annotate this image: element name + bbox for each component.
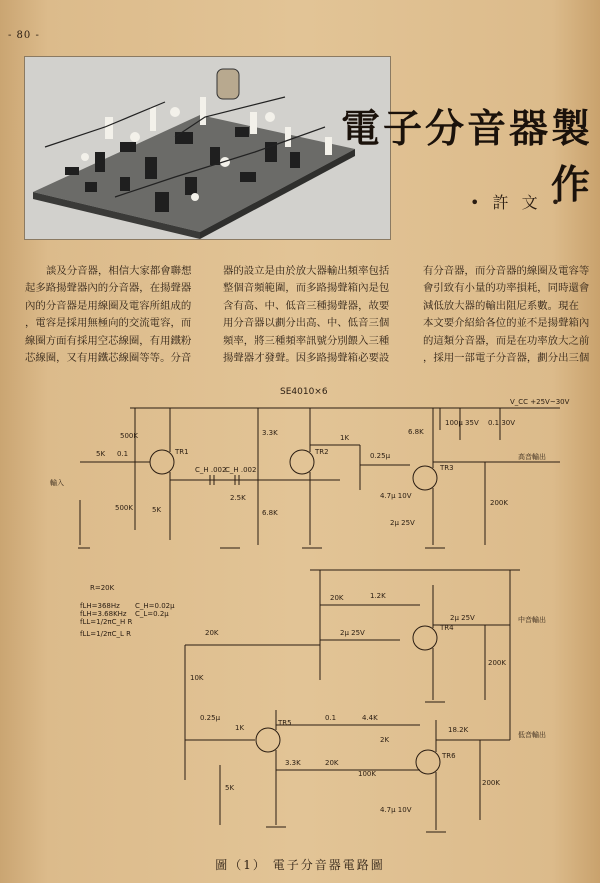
page-number: - 80 - [8,30,40,41]
component-label: 0.25μ [370,452,391,460]
component-label: 2.5K [230,494,246,502]
formula-line: fLL=1/2πC_H R [80,618,133,626]
figure-caption: 圖（1） 電子分音器電路圖 [215,858,385,872]
text-line: 器的設立是由於放大器輸出頻率包括 [223,265,390,277]
component-label: 2K [380,736,390,744]
component-label: 1K [235,724,245,732]
text-line: 芯線圈，又有用鐵芯線圈等等。分音 [25,352,192,365]
component-label: 5K [152,506,162,514]
text-column-2 [223,263,403,367]
transistor-label: TR4 [440,624,454,632]
component-label: 0.1 [325,714,337,722]
component-label: 6.8K [408,428,424,436]
component-label: 200K [488,659,506,667]
formula-line: C_L=0.2μ [135,610,169,618]
article-title: 電子分音器製作 [340,106,593,208]
component-label: 4.4K [362,714,378,722]
formula-line: R=20K [90,584,115,592]
component-label: 100K [358,770,376,778]
component-label: 500K [115,504,133,512]
transistor-label: TR1 [175,448,189,456]
component-label: 2μ 25V [450,614,475,622]
article-author: • 許 文 • [470,193,565,212]
component-label: 20K [325,759,339,767]
component-label: C_H .002 [195,466,227,474]
component-label: 200K [490,499,508,507]
text-line: 本文要介紹給各位的並不是揚聲箱內 [423,317,590,330]
text-line: 起多路揚聲器內的分音器，在揚聲器 [25,282,192,295]
component-label: 5K [225,784,235,792]
out-low-label: 低音輸出 [518,731,546,739]
text-line: 頻率，將三種頻率訊號分別餵入三種 [223,334,390,347]
component-label: 4.7μ 10V [380,806,412,814]
component-label: 500K [120,432,138,440]
component-label: 0.1 [117,450,129,458]
text-line: 含有高、中、低音三種揚聲器，故要 [223,299,390,312]
circuit-schematic [40,380,590,840]
transistor-label: TR3 [440,464,454,472]
component-label: 1K [340,434,350,442]
ic-label: SE4010×6 [280,387,328,397]
component-label: 0.25μ [200,714,221,722]
component-label: 3.3K [262,429,278,437]
component-label: 5K [96,450,106,458]
text-line: 線圈方面有採用空芯線圈，有用鐵粉 [25,334,192,347]
formula-line: fLL=1/2πC_L R [80,630,131,638]
out-mid-label: 中音輸出 [518,616,546,624]
component-label: 1.2K [370,592,386,600]
text-column-3 [423,263,598,367]
component-label: 200K [482,779,500,787]
transistor-label: TR2 [315,448,329,456]
text-line: 的這類分音器，而是在功率放大之前 [423,334,590,347]
text-line: 整個音頻範圍，而多路揚聲箱內是包 [223,282,390,295]
text-line: 減低放大器的輸出阻尼系數。現在 [423,299,579,312]
component-label: 18.2K [448,726,469,734]
component-label: C_H .002 [225,466,257,474]
component-label: 6.8K [262,509,278,517]
transistor-label: TR6 [442,752,456,760]
component-label: 20K [330,594,344,602]
transistor-label: TR5 [278,719,292,727]
text-line: 內的分音器是用線圈及電容所組成的 [25,299,192,312]
input-label: 輸入 [50,479,64,487]
text-line: ，電容是採用無極向的交流電容，而 [25,317,192,330]
out-high-label: 高音輸出 [518,453,546,461]
component-label: 100μ 35V [445,419,479,427]
text-line: 有分音器，而分音器的線圈及電容等 [423,265,590,277]
text-line: 會引致有小量的功率損耗，同時還會 [423,282,590,295]
supply-label: V_CC +25V~30V [510,398,570,406]
text-line: ，採用一部電子分音器，劃分出三個 [423,352,590,365]
component-label: 2μ 25V [340,629,365,637]
component-label: 0.1 30V [488,419,516,427]
formula-line: fLH=3.68KHz [80,610,127,618]
text-line: 談及分音器，相信大家都會聯想 [46,265,192,277]
text-line: 揚聲器才發聲。因多路揚聲箱必要設 [223,352,390,365]
component-label: 2μ 25V [390,519,415,527]
component-label: 20K [205,629,219,637]
component-label: 3.3K [285,759,301,767]
component-label: 10K [190,674,204,682]
formula-line: fLH=368Hz [80,602,120,610]
component-label: 4.7μ 10V [380,492,412,500]
text-line: 用分音器以劃分出高、中、低音三個 [223,317,390,330]
formula-line: C_H=0.02μ [135,602,175,610]
text-column-1 [25,263,205,367]
